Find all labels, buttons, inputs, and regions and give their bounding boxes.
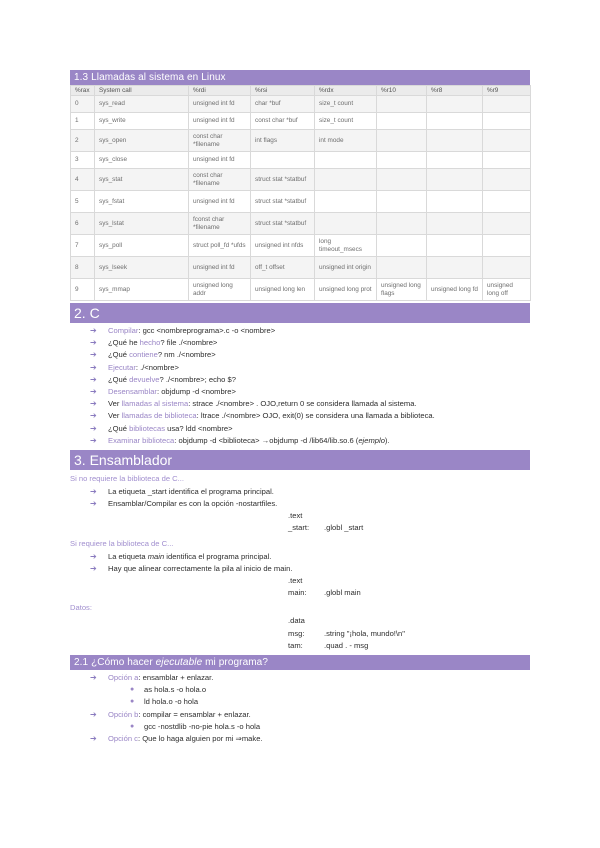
arrow-icon: ➔ <box>90 399 97 409</box>
bullet-icon: ● <box>130 686 135 694</box>
list-item: ➔ Examinar biblioteca: objdump -d <biblioteca> →objdump -d /lib64/lib.so.6 (ejemplo). <box>70 435 530 447</box>
table-header-cell: %r9 <box>483 86 531 96</box>
table-cell <box>427 96 483 113</box>
option-c-list <box>70 733 530 745</box>
table-cell <box>483 152 531 169</box>
table-cell <box>377 113 427 130</box>
arrow-icon: ➔ <box>90 486 97 496</box>
c-commands-list <box>70 325 530 447</box>
table-cell <box>251 152 315 169</box>
table-cell: unsigned long off <box>483 279 531 301</box>
table-cell: 6 <box>71 213 95 235</box>
option-b-sublist <box>70 721 530 733</box>
table-cell: sys_lstat <box>95 213 189 235</box>
table-cell <box>483 213 531 235</box>
no-libc-list <box>70 486 530 510</box>
table-cell: sys_write <box>95 113 189 130</box>
code-line: .text <box>288 576 303 585</box>
table-cell: sys_fstat <box>95 191 189 213</box>
list-item: ➔ Ensamblar/Compilar es con la opción -nostartfiles. <box>70 498 530 510</box>
table-cell: 1 <box>71 113 95 130</box>
table-header-cell: %r8 <box>427 86 483 96</box>
table-header-cell: %rdx <box>315 86 377 96</box>
table-cell: size_t count <box>315 113 377 130</box>
table-cell: unsigned long fd <box>427 279 483 301</box>
table-cell: int mode <box>315 130 377 152</box>
arrow-icon: ➔ <box>90 499 97 509</box>
table-cell: char *buf <box>251 96 315 113</box>
arrow-icon: ➔ <box>90 338 97 348</box>
table-cell: const char *filename <box>189 169 251 191</box>
table-cell: long timeout_msecs <box>315 235 377 257</box>
table-cell <box>315 191 377 213</box>
table-cell <box>483 113 531 130</box>
table-header-cell: %r10 <box>377 86 427 96</box>
table-cell <box>377 152 427 169</box>
arrow-icon: ➔ <box>90 563 97 573</box>
table-cell <box>427 257 483 279</box>
arrow-icon: ➔ <box>90 350 97 360</box>
table-cell: unsigned int fd <box>189 113 251 130</box>
code-line: _start: .globl _start <box>288 523 364 533</box>
list-item: ● as hola.s -o hola.o <box>70 684 530 696</box>
table-cell: 2 <box>71 130 95 152</box>
table-cell: struct stat *statbuf <box>251 191 315 213</box>
option-b-list <box>70 709 530 721</box>
list-item: ➔ Ver llamadas al sistema: strace ./<nombre> . OJO,return 0 se considera llamada al sistema. <box>70 398 530 410</box>
table-cell: 4 <box>71 169 95 191</box>
table-row <box>71 130 531 152</box>
subheading-no-libc: Si no requiere la biblioteca de C... <box>70 473 184 483</box>
table-cell: unsigned int nfds <box>251 235 315 257</box>
arrow-icon: ➔ <box>90 709 97 719</box>
subheading-datos: Datos: <box>70 603 92 613</box>
arrow-icon: ➔ <box>90 733 97 743</box>
table-row <box>71 257 531 279</box>
list-item: ➔ Compilar: gcc <nombreprograma>.c -o <nombre> <box>70 325 530 337</box>
list-item: ● gcc -nostdlib -no-pie hola.s -o hola <box>70 721 530 733</box>
arrow-icon: ➔ <box>90 362 97 372</box>
table-cell: unsigned int fd <box>189 191 251 213</box>
table-cell <box>427 130 483 152</box>
arrow-icon: ➔ <box>90 386 97 396</box>
table-cell <box>315 152 377 169</box>
list-item: ➔ Desensamblar: objdump -d <nombre> <box>70 386 530 398</box>
table-cell: sys_lseek <box>95 257 189 279</box>
page-content <box>70 70 530 745</box>
bullet-icon: ● <box>130 722 135 730</box>
table-cell: unsigned int origin <box>315 257 377 279</box>
table-cell: unsigned long addr <box>189 279 251 301</box>
table-cell: unsigned int fd <box>189 96 251 113</box>
option-a-sublist <box>70 684 530 708</box>
table-header-cell: %rax <box>71 86 95 96</box>
table-cell <box>483 235 531 257</box>
code-line: msg: .string "¡hola, mundo!\n" <box>288 628 405 638</box>
table-cell <box>427 235 483 257</box>
table-row <box>71 213 531 235</box>
list-item: ➔ ¿Qué contiene? nm ./<nombre> <box>70 349 530 361</box>
table-cell <box>427 191 483 213</box>
table-cell <box>377 257 427 279</box>
table-header-row <box>71 86 531 96</box>
table-cell: struct poll_fd *ufds <box>189 235 251 257</box>
code-block-data <box>288 615 530 652</box>
table-cell <box>377 213 427 235</box>
table-cell <box>377 96 427 113</box>
table-row <box>71 113 531 130</box>
arrow-icon: ➔ <box>90 326 97 335</box>
list-item: ➔ Hay que alinear correctamente la pila al inicio de main. <box>70 563 530 575</box>
arrow-icon: ➔ <box>90 423 97 433</box>
executable-options-list <box>70 672 530 684</box>
table-header-cell: System call <box>95 86 189 96</box>
arrow-icon: ➔ <box>90 551 97 561</box>
table-cell <box>483 169 531 191</box>
table-cell: struct stat *statbuf <box>251 213 315 235</box>
table-cell <box>377 235 427 257</box>
list-item: ● ld hola.o -o hola <box>70 696 530 708</box>
table-cell: 7 <box>71 235 95 257</box>
table-cell: sys_close <box>95 152 189 169</box>
table-header-cell: %rsi <box>251 86 315 96</box>
table-cell <box>483 130 531 152</box>
table-cell <box>377 130 427 152</box>
table-cell: 5 <box>71 191 95 213</box>
code-block-main <box>288 575 530 599</box>
table-cell: unsigned long prot <box>315 279 377 301</box>
table-cell: unsigned int fd <box>189 257 251 279</box>
table-cell: int flags <box>251 130 315 152</box>
table-cell: sys_open <box>95 130 189 152</box>
code-line: .text <box>288 511 303 521</box>
table-cell: struct stat *statbuf <box>251 169 315 191</box>
table-header-cell: %rdi <box>189 86 251 96</box>
table-cell <box>427 213 483 235</box>
option-a-item: ➔ Opción a: ensamblar + enlazar. <box>70 672 530 684</box>
subheading-libc: Si requiere la biblioteca de C... <box>70 538 174 548</box>
table-row <box>71 152 531 169</box>
list-item: ➔ La etiqueta _start identifica el programa principal. <box>70 486 530 498</box>
list-item: ➔ ¿Qué he hecho? file ./<nombre> <box>70 337 530 349</box>
table-cell <box>483 96 531 113</box>
table-row <box>71 169 531 191</box>
table-cell <box>427 113 483 130</box>
table-cell: sys_poll <box>95 235 189 257</box>
table-row <box>71 279 531 301</box>
table-cell: sys_mmap <box>95 279 189 301</box>
list-item: ➔ La etiqueta main identifica el programa principal. <box>70 551 530 563</box>
table-cell <box>377 191 427 213</box>
table-cell: 3 <box>71 152 95 169</box>
table-cell: unsigned long flags <box>377 279 427 301</box>
section-heading-2: 2. C <box>70 303 530 323</box>
table-cell <box>427 152 483 169</box>
table-cell: const char *filename <box>189 130 251 152</box>
table-cell <box>483 257 531 279</box>
table-cell: off_t offset <box>251 257 315 279</box>
table-cell: const char *buf <box>251 113 315 130</box>
option-b-item: ➔ Opción b: compilar = ensamblar + enlazar. <box>70 709 530 721</box>
arrow-icon: ➔ <box>90 435 97 445</box>
table-cell: 8 <box>71 257 95 279</box>
arrow-icon: ➔ <box>90 374 97 384</box>
syscall-table <box>70 85 531 301</box>
table-cell <box>315 169 377 191</box>
table-cell <box>377 169 427 191</box>
table-cell <box>483 191 531 213</box>
table-cell <box>315 213 377 235</box>
table-row <box>71 191 531 213</box>
section-heading-2-1: 2.1 ¿Cómo hacer ejecutable mi programa? <box>70 655 530 670</box>
table-cell: size_t count <box>315 96 377 113</box>
table-cell: fconst char *filename <box>189 213 251 235</box>
table-cell: sys_read <box>95 96 189 113</box>
code-line: .data <box>288 616 305 626</box>
section-heading-1-3: 1.3 Llamadas al sistema en Linux <box>70 70 530 85</box>
libc-list <box>70 551 530 575</box>
table-row <box>71 96 531 113</box>
list-item: ➔ Ejecutar: ./<nombre> <box>70 362 530 374</box>
list-item: ➔ Ver llamadas de biblioteca: ltrace ./<nombre> OJO, exit(0) se considera una llamada a biblioteca. <box>70 410 530 422</box>
code-line: tam: .quad . - msg <box>288 640 369 650</box>
code-block-start <box>288 510 530 534</box>
arrow-icon: ➔ <box>90 672 97 682</box>
table-cell: sys_stat <box>95 169 189 191</box>
table-cell: unsigned int fd <box>189 152 251 169</box>
section-heading-3: 3. Ensamblador <box>70 450 530 470</box>
arrow-icon: ➔ <box>90 411 97 421</box>
code-line: main: .globl main <box>288 588 361 598</box>
bullet-icon: ● <box>130 698 135 706</box>
table-cell: 9 <box>71 279 95 301</box>
table-row <box>71 235 531 257</box>
list-item: ➔ ¿Qué bibliotecas usa? ldd <nombre> <box>70 423 530 435</box>
list-item: ➔ ¿Qué devuelve? ./<nombre>; echo $? <box>70 374 530 386</box>
option-c-item: ➔ Opción c: Que lo haga alguien por mi ⇒make. <box>70 733 530 745</box>
table-cell <box>427 169 483 191</box>
table-cell: unsigned long len <box>251 279 315 301</box>
table-cell: 0 <box>71 96 95 113</box>
